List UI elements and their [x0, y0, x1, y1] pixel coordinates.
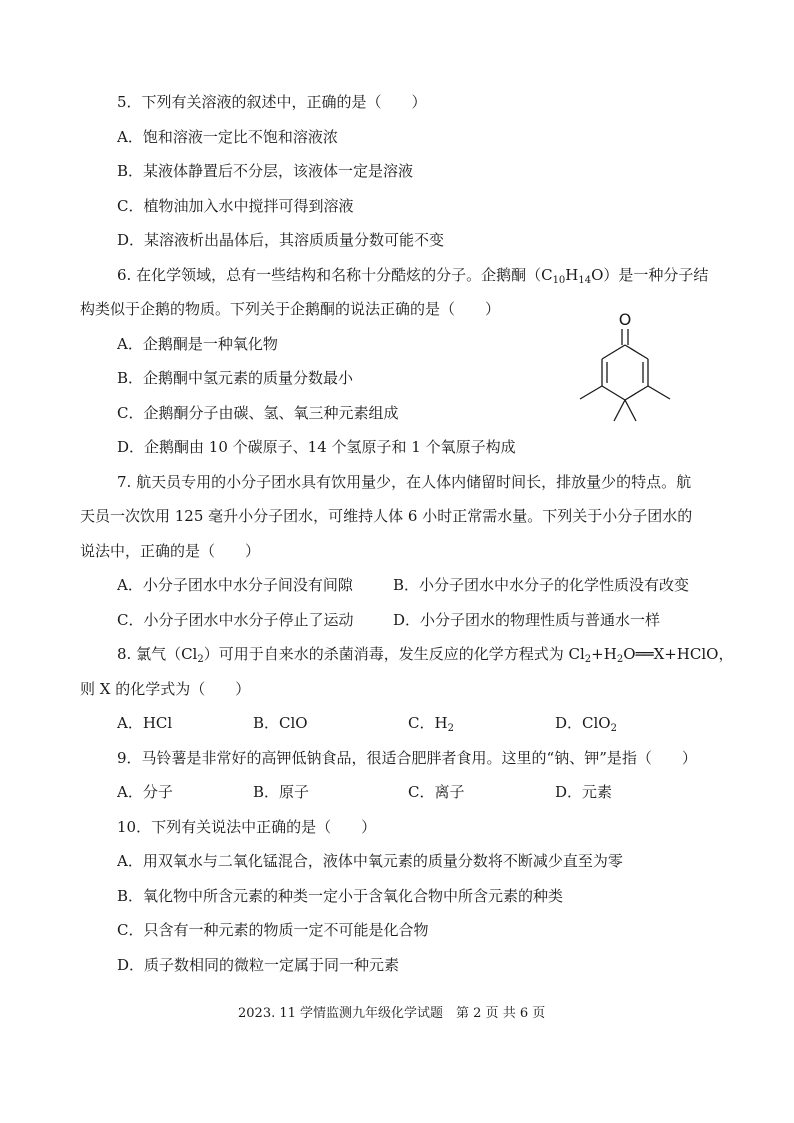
q8-option-c-text: C．H [408, 714, 448, 732]
q10-stem: 10．下列有关说法中正确的是（ ） [117, 818, 377, 836]
q10-option-c: C．只含有一种元素的物质一定不可能是化合物 [117, 921, 429, 939]
q6-carbon-subscript: 10 [552, 275, 566, 286]
q5-option-a: A．饱和溶液一定比不饱和溶液浓 [117, 128, 338, 146]
q7-stem-line1: 7. 航天员专用的小分子团水具有饮用量少，在人体内储留时间长，排放量少的特点。航 [117, 473, 692, 491]
q8-subscript-2: 2 [584, 654, 592, 665]
q8-stem-line2: 则 X 的化学式为（ ） [80, 680, 251, 698]
q8-subscript-3: 2 [616, 654, 624, 665]
q7-option-d: D．小分子团水的物理性质与普通水一样 [393, 611, 661, 629]
q10-option-b: B．氧化物中所含元素的种类一定小于含氧化合物中所含元素的种类 [117, 887, 564, 905]
q8-option-a: A．HCl [117, 714, 173, 732]
q6-hydrogen-subscript: 14 [578, 275, 592, 286]
q5-option-c: C．植物油加入水中搅拌可得到溶液 [117, 197, 354, 215]
q9-option-d: D．元素 [555, 783, 613, 801]
q6-stem-line2: 构类似于企鹅的物质。下列关于企鹅酮的说法正确的是（ ） [80, 300, 501, 318]
q9-option-a: A．分子 [117, 783, 173, 801]
q8-subscript-1: 2 [197, 654, 204, 665]
q8-option-d-subscript: 2 [610, 723, 617, 734]
q10-option-a: A．用双氧水与二氧化锰混合，液体中氧元素的质量分数将不断减少直至为零 [117, 852, 623, 870]
q8-stem-line1 [117, 644, 733, 670]
q5-option-d: D．某溶液析出晶体后，其溶质质量分数可能不变 [117, 231, 445, 249]
q6-stem-part1: 6. 在化学领域，总有一些结构和名称十分酷炫的分子。企鹅酮（C [117, 266, 553, 284]
q8-stem-part5: X+HClO， [653, 645, 734, 663]
q5-option-b: B．某液体静置后不分层，该液体一定是溶液 [117, 162, 414, 180]
q8-option-c-subscript: 2 [447, 723, 454, 734]
q8-stem-part1: 8. 氯气（Cl [117, 645, 198, 663]
q6-stem-part2: O）是一种分子结 [591, 266, 709, 284]
q8-option-d [555, 713, 617, 739]
penguinone-structure-diagram [570, 305, 685, 435]
q10-option-d: D．质子数相同的微粒一定属于同一种元素 [117, 956, 400, 974]
q7-stem-line3: 说法中，正确的是（ ） [80, 542, 261, 560]
q6-option-b: B．企鹅酮中氢元素的质量分数最小 [117, 369, 354, 387]
q8-reaction-equals: ══ [635, 645, 654, 663]
q7-stem-line2: 天员一次饮用 125 毫升小分子团水，可维持人体 6 小时正常需水量。下列关于小分子团水的 [80, 507, 693, 525]
q5-stem: 5．下列有关溶液的叙述中，正确的是（ ） [117, 93, 427, 111]
q9-option-c: C．离子 [408, 783, 465, 801]
page-footer: 2023. 11 学情监测九年级化学试题 第 2 页 共 6 页 [238, 1006, 546, 1021]
q8-stem-part2: ）可用于自来水的杀菌消毒，发生反应的化学方程式为 Cl [203, 645, 585, 663]
q9-option-b: B．原子 [253, 783, 310, 801]
q8-option-b: B．ClO [253, 714, 308, 732]
q6-option-c: C．企鹅酮分子由碳、氢、氧三种元素组成 [117, 404, 399, 422]
q8-option-c [408, 713, 454, 739]
q6-option-a: A．企鹅酮是一种氧化物 [117, 335, 278, 353]
q6-option-d: D．企鹅酮由 10 个碳原子、14 个氢原子和 1 个氧原子构成 [117, 438, 516, 456]
q8-stem-part3: +H [591, 645, 617, 663]
q8-option-d-text: D．ClO [555, 714, 611, 732]
q7-option-a: A．小分子团水中水分子间没有间隙 [117, 576, 353, 594]
molecule-bonds [580, 329, 670, 421]
q7-option-b: B．小分子团水中水分子的化学性质没有改变 [393, 576, 690, 594]
q6-stem-line1 [117, 265, 708, 291]
q9-stem: 9．马铃薯是非常好的高钾低钠食品，很适合肥胖者食用。这里的“钠、钾”是指（ ） [117, 749, 697, 767]
q7-option-c: C．小分子团水中水分子停止了运动 [117, 611, 354, 629]
q8-stem-part4: O [623, 645, 636, 663]
q6-hydrogen: H [565, 266, 579, 284]
oxygen-atom-label: O [618, 310, 632, 329]
